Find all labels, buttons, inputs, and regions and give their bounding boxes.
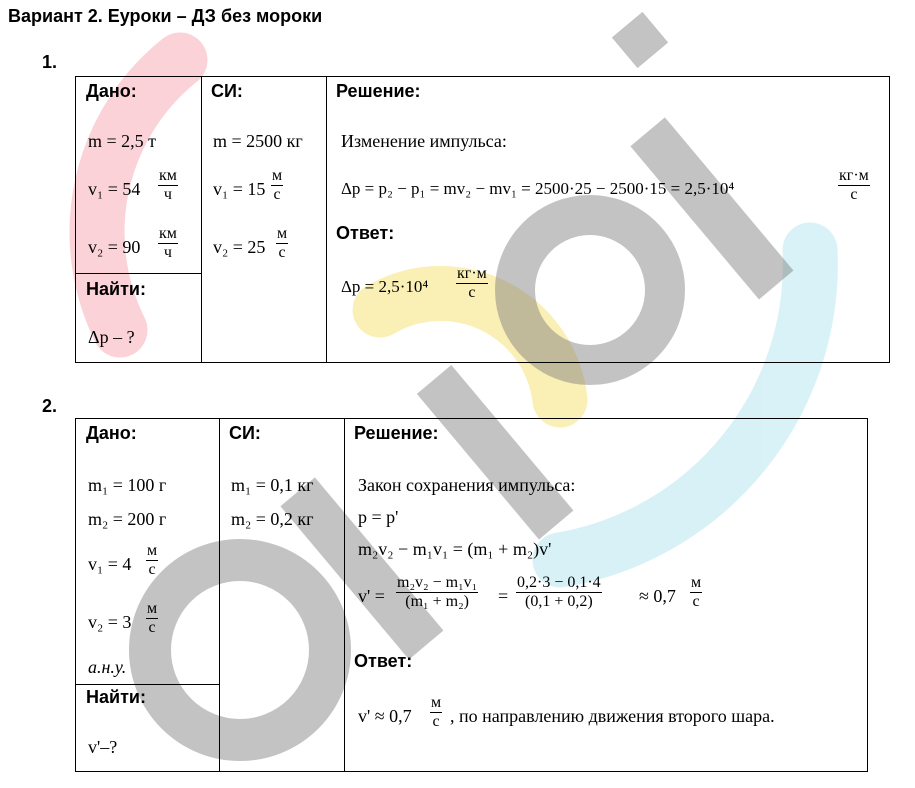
p2-divider-2 [344, 419, 345, 771]
p2-divider-find [76, 684, 219, 685]
p2-find-header: Найти: [86, 687, 146, 707]
p2-si-header: СИ: [229, 423, 261, 443]
p1-si-v1: v₁ = 15 [213, 179, 266, 199]
p1-divider-2 [326, 77, 327, 362]
watermark-letter-i [612, 12, 668, 68]
p1-given-v1-unit: км ч [159, 167, 177, 203]
p1-given-mass: m = 2,5 т [88, 131, 157, 151]
p2-eq3-unit: м с [691, 574, 702, 610]
p2-given-v1: v₁ = 4 [88, 554, 132, 574]
p2-find-value: v'–? [88, 737, 118, 757]
p2-given-v2: v₂ = 3 [88, 612, 132, 632]
p2-eq3-frac1: m₂v₂ − m₁v₁ (m₁ + m₂) [397, 574, 478, 610]
p2-eq3-lhs: v' = [358, 586, 385, 606]
problem-1-number: 1. [42, 52, 58, 72]
p1-given-v2: v₂ = 90 [88, 237, 141, 257]
p2-dano-header: Дано: [86, 423, 137, 443]
p1-answer-value: Δp = 2,5·10⁴ [341, 277, 429, 296]
p2-given-v2-unit: м с [147, 600, 158, 636]
p2-solution-header: Решение: [354, 423, 439, 443]
p1-solution-unit: кг·м с [839, 167, 869, 203]
p1-find-header: Найти: [86, 279, 146, 299]
p2-answer-header: Ответ: [354, 651, 413, 671]
p1-divider-1 [201, 77, 202, 362]
p2-given-m2: m₂ = 200 г [88, 509, 167, 529]
p2-si-m2: m₂ = 0,2 кг [231, 509, 314, 529]
p2-eq3-approx: ≈ 0,7 [639, 586, 676, 606]
p1-answer-header: Ответ: [336, 223, 395, 243]
p1-solution-formula: Δp = p₂ − p₁ = mv₂ − mv₁ = 2500·25 − 2500·15 = 2,5·10⁴ [341, 179, 735, 198]
p2-divider-1 [219, 419, 220, 771]
p2-eq3-frac2: 0,2·3 − 0,1·4 (0,1 + 0,2) [517, 574, 601, 610]
p1-si-v2: v₂ = 25 [213, 237, 266, 257]
p2-eq3-equals: = [498, 586, 509, 606]
p1-si-mass: m = 2500 кг [213, 131, 303, 151]
p1-find-value: Δp – ? [88, 327, 135, 347]
problem-2-table [75, 418, 868, 772]
p1-si-v1-unit: м с [272, 167, 283, 203]
p1-given-v1: v₁ = 54 [88, 179, 141, 199]
problem-2-number: 2. [42, 396, 58, 416]
p2-eq2: m₂v₂ − m₁v₁ = (m₁ + m₂)v' [358, 539, 552, 559]
p1-divider-find [76, 273, 201, 274]
p2-given-extra: а.н.у. [88, 657, 127, 677]
p2-given-v1-unit: м с [147, 542, 158, 578]
p1-answer-unit: кг·м с [457, 265, 487, 301]
p2-given-m1: m₁ = 100 г [88, 475, 167, 495]
p1-given-v2-unit: км ч [159, 225, 177, 261]
page-title: Вариант 2. Еуроки – ДЗ без мороки [8, 6, 323, 26]
p2-solution-intro: Закон сохранения импульса: [358, 475, 576, 495]
p1-solution-intro: Изменение импульса: [341, 131, 507, 151]
p2-eq1: p = p' [358, 507, 399, 527]
p1-solution-header: Решение: [336, 81, 421, 101]
p2-answer-tail: , по направлению движения второго шара. [450, 706, 775, 726]
p1-si-header: СИ: [211, 81, 243, 101]
p2-si-m1: m₁ = 0,1 кг [231, 475, 314, 495]
problem-1-table [75, 76, 890, 363]
p2-answer-value: v' ≈ 0,7 [358, 706, 412, 726]
p1-dano-header: Дано: [86, 81, 137, 101]
p1-si-v2-unit: м с [277, 225, 288, 261]
p2-answer-unit: м с [431, 694, 442, 730]
